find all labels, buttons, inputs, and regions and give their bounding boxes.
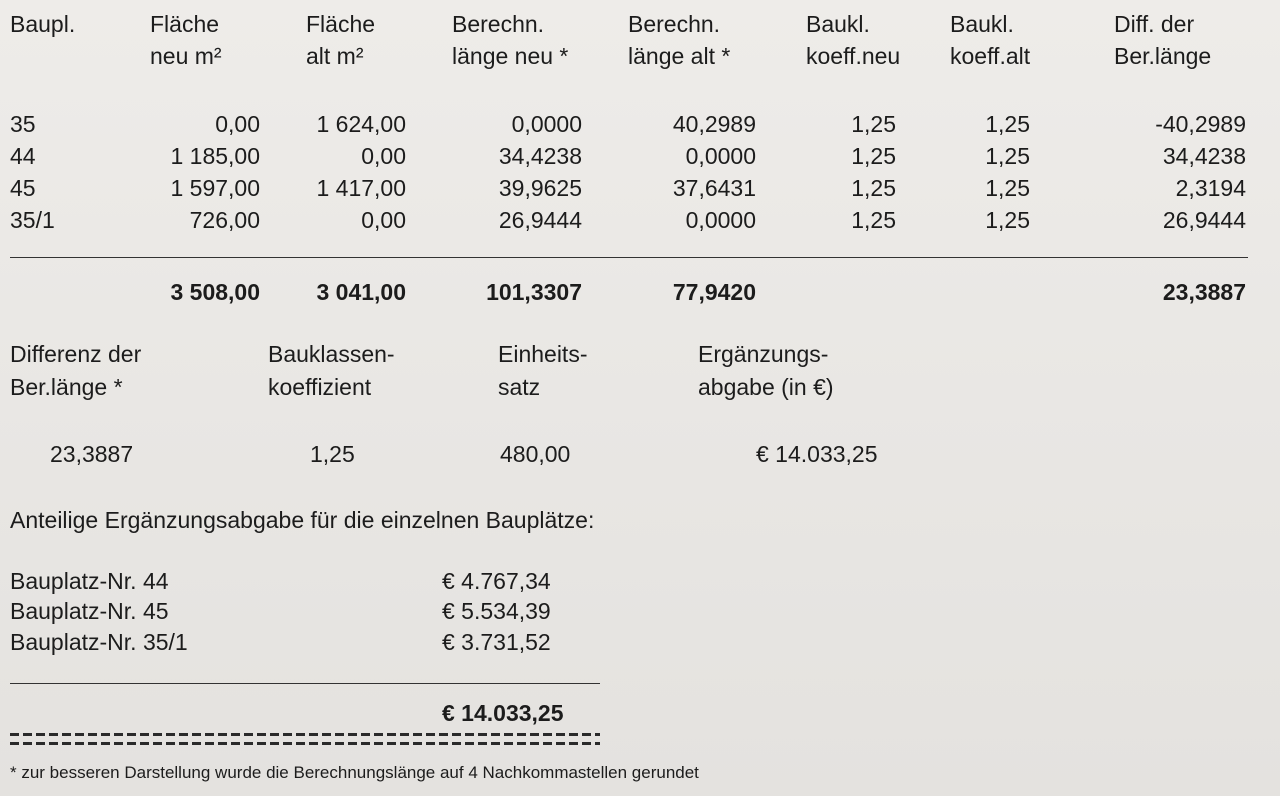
- cell-berechn-neu: 39,9625: [498, 175, 582, 201]
- total-flaeche-neu: 3 508,00: [170, 279, 260, 305]
- header-flaeche-neu-line1: Fläche: [150, 11, 220, 37]
- header-berechn-neu: [452, 8, 628, 72]
- header-baukl-neu-line2: koeff.neu: [806, 43, 901, 69]
- total-diff: 23,3887: [1162, 279, 1246, 305]
- bauplatz-value: € 5.534,39: [442, 598, 551, 624]
- cell-flaeche-neu: 1 185,00: [170, 143, 260, 169]
- summary-header-satz-line2: satz: [498, 374, 541, 400]
- cell-berechn-neu: 26,9444: [498, 207, 582, 233]
- total-berechn-neu: 101,3307: [486, 279, 582, 305]
- summary-header-koeff-line1: Bauklassen-: [268, 341, 395, 367]
- header-berechn-alt-line2: länge alt *: [628, 43, 731, 69]
- bauplatz-value: € 3.731,52: [442, 629, 551, 655]
- summary-value-diff: 23,3887: [50, 441, 134, 467]
- header-diff: [1114, 8, 1280, 72]
- summary-header-diff: [10, 338, 141, 404]
- cell-flaeche-neu: 1 597,00: [170, 175, 260, 201]
- header-flaeche-alt-line2: alt m²: [306, 43, 364, 69]
- cell-diff: 34,4238: [1162, 143, 1246, 169]
- cell-berechn-alt: 40,2989: [672, 111, 756, 137]
- header-berechn-neu-line2: länge neu *: [452, 43, 569, 69]
- summary-header-diff-line1: Differenz der: [10, 341, 142, 367]
- cell-baupl: 45: [10, 175, 36, 201]
- summary-header-koeff-line2: koeffizient: [268, 374, 372, 400]
- cell-diff: -40,2989: [1155, 111, 1246, 137]
- header-flaeche-neu-line2: neu m²: [150, 43, 222, 69]
- cell-baukl-alt: 1,25: [985, 207, 1030, 233]
- summary-header-satz-line1: Einheits-: [498, 341, 588, 367]
- summary-header-abgabe-line1: Ergänzungs-: [698, 341, 829, 367]
- cell-baukl-neu: 1,25: [851, 207, 896, 233]
- header-berechn-alt: [628, 8, 802, 72]
- cell-flaeche-alt: 0,00: [361, 207, 406, 233]
- cell-flaeche-alt: 0,00: [361, 143, 406, 169]
- header-baukl-alt-line1: Baukl.: [950, 11, 1014, 37]
- summary-value-koeff: 1,25: [310, 441, 355, 467]
- cell-berechn-neu: 34,4238: [498, 143, 582, 169]
- total-berechn-alt: 77,9420: [672, 279, 756, 305]
- cell-baukl-neu: 1,25: [851, 111, 896, 137]
- bauplatz-label: Bauplatz-Nr. 35/1: [10, 629, 188, 655]
- cell-diff: 2,3194: [1175, 175, 1246, 201]
- bauplatz-value: € 4.767,34: [442, 568, 551, 594]
- summary-value-satz: 480,00: [500, 441, 571, 467]
- cell-flaeche-neu: 726,00: [189, 207, 260, 233]
- header-flaeche-alt-line1: Fläche: [306, 11, 376, 37]
- header-flaeche-neu: [150, 8, 290, 72]
- summary-header-satz: [498, 338, 587, 404]
- bauplatz-label: Bauplatz-Nr. 44: [10, 568, 169, 594]
- summary-header-abgabe: [698, 338, 834, 404]
- cell-flaeche-neu: 0,00: [215, 111, 260, 137]
- cell-berechn-neu: 0,0000: [511, 111, 582, 137]
- anteilig-divider: [10, 683, 600, 684]
- cell-flaeche-alt: 1 417,00: [316, 175, 406, 201]
- cell-diff: 26,9444: [1162, 207, 1246, 233]
- header-baukl-alt-line2: koeff.alt: [950, 43, 1031, 69]
- total-flaeche-alt: 3 041,00: [316, 279, 406, 305]
- summary-header-koeff: [268, 338, 395, 404]
- header-baukl-neu: [806, 8, 906, 72]
- header-baupl: Baupl.: [10, 11, 76, 37]
- summary-value-abgabe: € 14.033,25: [756, 441, 878, 467]
- cell-baukl-alt: 1,25: [985, 175, 1030, 201]
- anteilig-title: Anteilige Ergänzungsabgabe für die einzelnen Bauplätze:: [10, 507, 595, 533]
- cell-baukl-neu: 1,25: [851, 143, 896, 169]
- footnote: * zur besseren Darstellung wurde die Berechnungslänge auf 4 Nachkommastellen gerundet: [10, 763, 699, 782]
- header-berechn-neu-line1: Berechn.: [452, 11, 545, 37]
- summary-header-diff-line2: Ber.länge *: [10, 374, 123, 400]
- bauplatz-label: Bauplatz-Nr. 45: [10, 598, 169, 624]
- cell-baupl: 35: [10, 111, 36, 137]
- header-diff-line2: Ber.länge: [1114, 43, 1212, 69]
- header-diff-line1: Diff. der: [1114, 11, 1195, 37]
- header-baukl-neu-line1: Baukl.: [806, 11, 870, 37]
- table-divider: [10, 257, 1248, 258]
- cell-berechn-alt: 37,6431: [672, 175, 756, 201]
- cell-baukl-neu: 1,25: [851, 175, 896, 201]
- double-underline: [10, 733, 600, 749]
- cell-baupl: 35/1: [10, 207, 55, 233]
- header-berechn-alt-line1: Berechn.: [628, 11, 721, 37]
- cell-baukl-alt: 1,25: [985, 111, 1030, 137]
- cell-baukl-alt: 1,25: [985, 143, 1030, 169]
- cell-berechn-alt: 0,0000: [685, 207, 756, 233]
- summary-header-abgabe-line2: abgabe (in €): [698, 374, 834, 400]
- header-baukl-alt: [950, 8, 1050, 72]
- header-flaeche-alt: [306, 8, 452, 72]
- cell-flaeche-alt: 1 624,00: [316, 111, 406, 137]
- cell-baupl: 44: [10, 143, 36, 169]
- cell-berechn-alt: 0,0000: [685, 143, 756, 169]
- anteilig-total: € 14.033,25: [442, 700, 564, 726]
